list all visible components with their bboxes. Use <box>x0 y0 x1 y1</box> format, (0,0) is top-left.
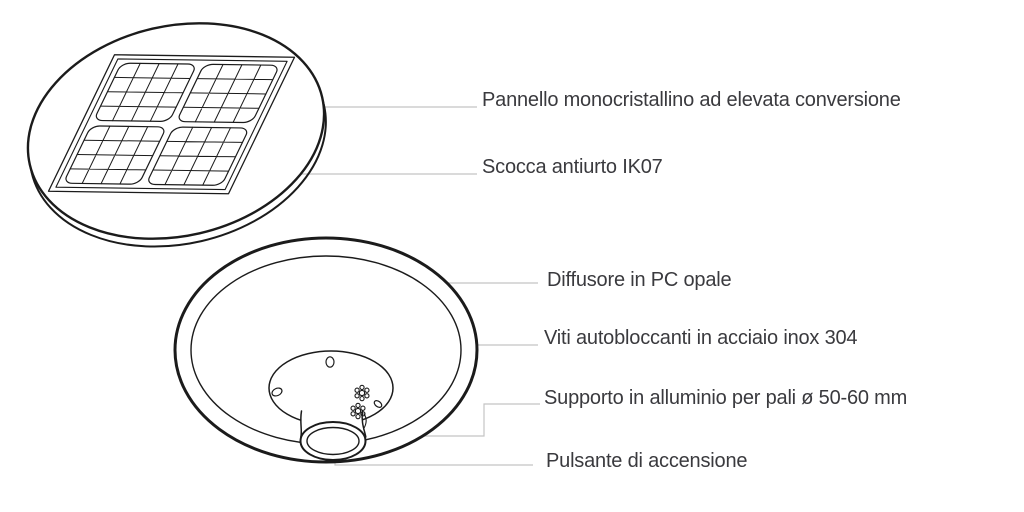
mount-neck-left-edge <box>301 411 302 437</box>
label-pannello: Pannello monocristallino ad elevata conversione <box>482 89 901 111</box>
shell-disc-group <box>6 0 347 275</box>
label-pulsante: Pulsante di accensione <box>546 450 748 472</box>
solar-panel-assembly <box>6 0 347 275</box>
label-scocca: Scocca antiurto IK07 <box>482 156 663 178</box>
lamp-underside-assembly <box>175 238 477 462</box>
label-supporto: Supporto in alluminio per pali ø 50-60 mm <box>544 387 908 409</box>
label-diffusore: Diffusore in PC opale <box>547 269 732 291</box>
shell-disc <box>6 0 346 267</box>
label-viti: Viti autobloccanti in acciaio inox 304 <box>544 327 858 349</box>
